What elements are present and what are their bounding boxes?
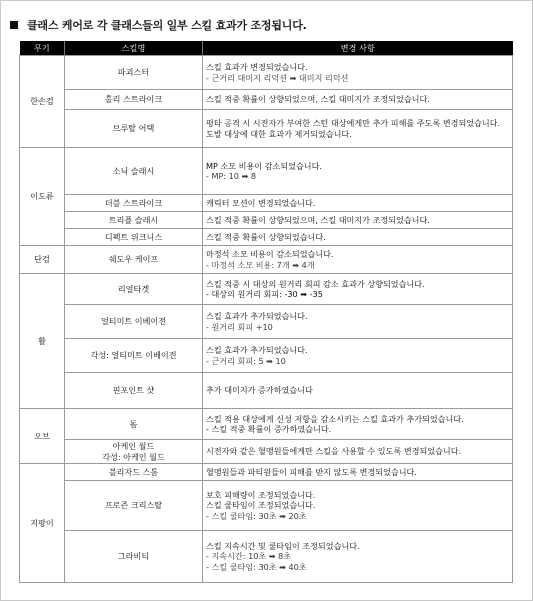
- table-row: [20, 481, 513, 531]
- table-row: [20, 373, 513, 409]
- skill-name: 홀리 스트라이크: [65, 90, 203, 110]
- skill-name: 얼티미트 이베이전: [65, 305, 203, 339]
- table-row: [20, 305, 513, 339]
- change-detail: [203, 373, 513, 409]
- detail-line: 마정석 소모 비용이 감소되었습니다.: [206, 249, 334, 260]
- table-row: [20, 464, 513, 481]
- detail-line: 스킬 쿨타임이 조정되었습니다.: [206, 500, 316, 511]
- detail-line: 보호 피해량이 조정되었습니다.: [206, 489, 316, 500]
- detail-line: - 근거리 회피: 5 ➡ 10: [206, 355, 286, 366]
- table-header-row: [20, 41, 513, 56]
- change-detail: [203, 56, 513, 90]
- change-detail: [203, 531, 513, 583]
- skill-name: 소닉 슬래시: [65, 148, 203, 195]
- table-row: [20, 339, 513, 373]
- skill-name: 디펙트 위크니스: [65, 229, 203, 246]
- detail-line: - 근거리 대미지 리덕션 ➡ 대미지 리덕션: [206, 72, 349, 83]
- table-row: [20, 212, 513, 229]
- skill-name: 프로즌 크리스탈: [65, 481, 203, 531]
- detail-line: 추가 대미지가 증가하였습니다: [206, 385, 313, 396]
- skill-name-awakened: 각성: 아케인 월드: [102, 451, 165, 462]
- weapon-cell-dagger: 단검: [20, 246, 65, 274]
- detail-line: 평타 공격 시 시전자가 부여한 스턴 대상에게만 추가 피해를 주도록 변경되었습니다.: [206, 118, 501, 129]
- table-row: [20, 195, 513, 212]
- section-heading: [10, 17, 307, 33]
- detail-line: - 마정석 소모 비용: 7개 ➡ 4개: [206, 259, 315, 270]
- skill-name: 각성: 얼티미트 이베이전: [65, 339, 203, 373]
- table-row: [20, 110, 513, 148]
- heading-text: 클래스 케어로 각 클래스들의 일부 스킬 효과가 조정됩니다.: [27, 19, 307, 32]
- skill-name: 아케인 월드: [112, 441, 155, 452]
- table-row: [20, 229, 513, 246]
- skill-name: 그라비티: [65, 531, 203, 583]
- table-row: [20, 440, 513, 464]
- change-detail: [203, 274, 513, 305]
- table-row: [20, 148, 513, 195]
- change-detail: [203, 229, 513, 246]
- detail-line: - MP: 10 ➡ 8: [206, 171, 257, 181]
- column-header-change: 변경 사항: [203, 41, 513, 56]
- detail-line: - 지속시간: 10초 ➡ 8초: [206, 551, 292, 562]
- change-detail: [203, 409, 513, 440]
- skill-name: 트리플 슬래시: [65, 212, 203, 229]
- skill-change-table: [19, 41, 513, 583]
- detail-line: 시전자와 같은 혈맹원들에게만 스킬을 사용할 수 있도록 변경되었습니다.: [206, 446, 462, 457]
- table-row: [20, 531, 513, 583]
- change-detail: [203, 481, 513, 531]
- change-detail: [203, 148, 513, 195]
- table-row: [20, 274, 513, 305]
- skill-name: 쉐도우 케이프: [65, 246, 203, 274]
- weapon-cell-onehand: 한손검: [20, 56, 65, 148]
- skill-name: 블리자드 스톰: [65, 464, 203, 481]
- detail-line: 스킬 적중 확률이 상향되었으며, 스킬 대미지가 조정되었습니다.: [206, 94, 430, 105]
- detail-line: - 원거리 회피 +10: [206, 321, 273, 332]
- column-header-weapon: 무기: [20, 41, 65, 56]
- square-bullet-icon: [10, 21, 18, 29]
- detail-line: 스킬 효과가 변경되었습니다.: [206, 62, 308, 73]
- skill-name: 리얼타겟: [65, 274, 203, 305]
- column-header-skill: 스킬명: [65, 41, 203, 56]
- skill-name-pair: [65, 440, 203, 464]
- detail-line: 도발 대상에 대한 효과가 제거되었습니다.: [206, 128, 352, 139]
- weapon-cell-orb: 오브: [20, 409, 65, 464]
- change-detail: [203, 246, 513, 274]
- detail-line: - 스킬 적중 확률이 증가하였습니다.: [206, 424, 332, 434]
- change-detail: [203, 110, 513, 148]
- skill-name: 돔: [65, 409, 203, 440]
- weapon-cell-staff: 지팡이: [20, 464, 65, 583]
- change-detail: [203, 212, 513, 229]
- skill-name: 핀포인트 샷: [65, 373, 203, 409]
- table-row: [20, 246, 513, 274]
- detail-line: - 대상의 원거리 회피: -30 ➡ -35: [206, 289, 323, 299]
- skill-name: 브루탈 어택: [65, 110, 203, 148]
- change-detail: [203, 305, 513, 339]
- detail-line: - 스킬 쿨타임: 30초 ➡ 40초: [206, 561, 307, 572]
- table-row: [20, 56, 513, 90]
- change-detail: [203, 90, 513, 110]
- detail-line: 스킬 효과가 추가되었습니다.: [206, 311, 308, 322]
- weapon-cell-bow: 활: [20, 274, 65, 409]
- detail-line: 스킬 지속시간 및 쿨타임이 조정되었습니다.: [206, 540, 360, 551]
- change-detail: [203, 339, 513, 373]
- weapon-cell-dual: 이도류: [20, 148, 65, 246]
- detail-line: 스킬 적중 확률이 상향되었으며, 스킬 대미지가 조정되었습니다.: [206, 214, 430, 225]
- detail-line: 스킬 효과가 추가되었습니다.: [206, 345, 308, 356]
- table-row: [20, 409, 513, 440]
- detail-line: - 스킬 쿨타임: 30초 ➡ 20초: [206, 510, 307, 521]
- skill-name: 더블 스트라이크: [65, 195, 203, 212]
- detail-line: 혈맹원들과 파티원들이 피해를 받지 않도록 변경되었습니다.: [206, 466, 417, 477]
- change-detail: [203, 195, 513, 212]
- skill-name: 파괴스터: [65, 56, 203, 90]
- detail-line: 스킬 적중 시 대상의 원거리 회피 감소 효과가 상향되었습니다.: [206, 278, 425, 289]
- detail-line: 스킬 적용 대상에게 신성 저항을 감소시키는 스킬 효과가 추가되었습니다.: [206, 413, 464, 424]
- table-row: [20, 90, 513, 110]
- detail-line: MP 소모 비용이 감소되었습니다.: [206, 160, 322, 171]
- change-detail: [203, 440, 513, 464]
- detail-line: 캐릭터 모션이 변경되었습니다.: [206, 197, 316, 208]
- detail-line: 스킬 적중 확률이 상향되었습니다.: [206, 231, 326, 242]
- change-detail: [203, 464, 513, 481]
